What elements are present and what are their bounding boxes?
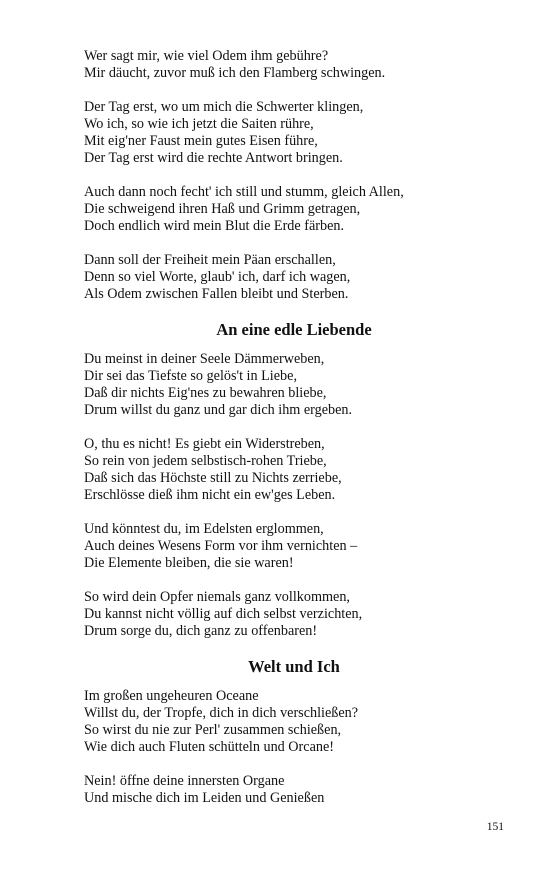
verse-line: Auch deines Wesens Form vor ihm vernichten –: [84, 538, 358, 554]
verse-line: Denn so viel Worte, glaub' ich, darf ich wagen,: [84, 269, 351, 285]
verse-line: Auch dann noch fecht' ich still und stumm, gleich Allen,: [84, 184, 404, 200]
stanza: [84, 48, 504, 82]
verse-line: Drum willst du ganz und gar dich ihm ergeben.: [84, 402, 353, 418]
stanza: [84, 252, 504, 303]
verse-line: Doch endlich wird mein Blut die Erde färben.: [84, 218, 345, 234]
verse-line: Als Odem zwischen Fallen bleibt und Sterben.: [84, 286, 349, 302]
verse-line: Mir däucht, zuvor muß ich den Flamberg schwingen.: [84, 65, 386, 81]
stanza: [84, 99, 504, 167]
stanza: [84, 351, 504, 419]
verse-line: So rein von jedem selbstisch-rohen Triebe,: [84, 453, 327, 469]
verse-line: Wo ich, so wie ich jetzt die Saiten rühre,: [84, 116, 314, 132]
verse-line: Erschlösse dieß ihm nicht ein ew'ges Leben.: [84, 487, 336, 503]
stanza: [84, 688, 504, 756]
verse-line: So wird dein Opfer niemals ganz vollkommen,: [84, 589, 350, 605]
page-number: 151: [486, 821, 504, 833]
verse-line: Wie dich auch Fluten schütteln und Orcane!: [84, 739, 334, 755]
poem: [84, 657, 504, 807]
verse-line: Die schweigend ihren Haß und Grimm getragen,: [84, 201, 361, 217]
poem: [84, 320, 504, 640]
verse-line: Drum sorge du, dich ganz zu offenbaren!: [84, 623, 318, 639]
stanza: [84, 184, 504, 235]
verse-line: Du meinst in deiner Seele Dämmerweben,: [84, 351, 325, 367]
stanza: [84, 773, 504, 807]
verse-line: Dir sei das Tiefste so gelös't in Liebe,: [84, 368, 297, 384]
verse-line: Nein! öffne deine innersten Organe: [84, 773, 285, 789]
verse-line: Der Tag erst, wo um mich die Schwerter klingen,: [84, 99, 364, 115]
verse-line: Du kannst nicht völlig auf dich selbst verzichten,: [84, 606, 363, 622]
verse-line: O, thu es nicht! Es giebt ein Widerstreben,: [84, 436, 325, 452]
verse-line: Daß dir nichts Eig'nes zu bewahren bliebe,: [84, 385, 327, 401]
verse-line: Mit eig'ner Faust mein gutes Eisen führe,: [84, 133, 318, 149]
stanza: [84, 436, 504, 504]
poem: [84, 48, 504, 303]
verse-line: Willst du, der Tropfe, dich in dich verschließen?: [84, 705, 359, 721]
stanza: [84, 521, 504, 572]
verse-line: Die Elemente bleiben, die sie waren!: [84, 555, 294, 571]
verse-line: Wer sagt mir, wie viel Odem ihm gebühre?: [84, 48, 329, 64]
verse-line: Der Tag erst wird die rechte Antwort bringen.: [84, 150, 343, 166]
page-text: [84, 48, 504, 824]
verse-line: Und mische dich im Leiden und Genießen: [84, 790, 325, 806]
verse-line: Im großen ungeheuren Oceane: [84, 688, 259, 704]
verse-line: So wirst du nie zur Perl' zusammen schießen,: [84, 722, 342, 738]
verse-line: Daß sich das Höchste still zu Nichts zerriebe,: [84, 470, 342, 486]
poem-title: Welt und Ich: [248, 657, 340, 676]
poem-title: An eine edle Liebende: [216, 320, 372, 339]
verse-line: Und könntest du, im Edelsten erglommen,: [84, 521, 324, 537]
verse-line: Dann soll der Freiheit mein Päan erschallen,: [84, 252, 336, 268]
stanza: [84, 589, 504, 640]
